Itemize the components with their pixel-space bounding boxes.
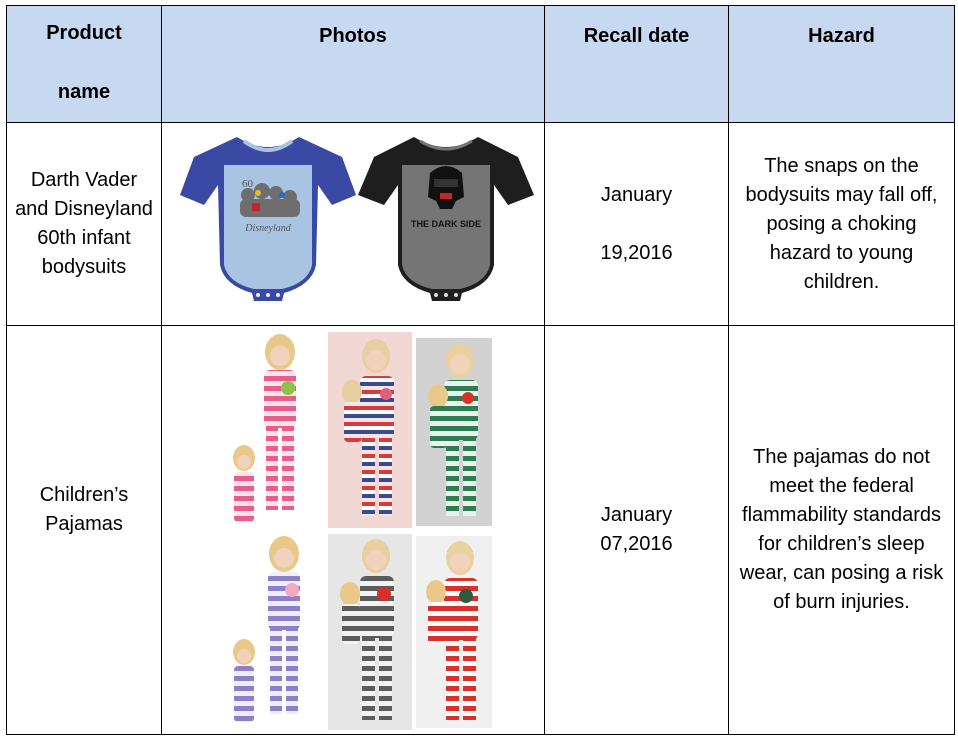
- pajama-photo-purple: [218, 534, 322, 730]
- recall-date-line-2: 19,2016: [600, 241, 673, 264]
- hazard-text: The pajamas do not meet the federal flammability standards for children’s sleep wear, can posing a risk of burn injuries.: [739, 446, 944, 613]
- pajama-photo-red: [416, 536, 492, 728]
- darth-vader-bodysuit-image: [358, 137, 534, 301]
- photos-wrap: [162, 123, 544, 325]
- photos-wrap: [162, 326, 544, 734]
- product-name-text: Children’s Pajamas: [39, 484, 129, 535]
- header-recall-date-text: Recall date: [583, 25, 690, 47]
- header-product-name: [7, 6, 162, 123]
- header-product-name-text: Product name: [46, 22, 122, 103]
- bodysuit-photos: [162, 123, 544, 325]
- recall-date-cell: [545, 326, 729, 735]
- recall-date-line-2: 07,2016: [600, 533, 673, 555]
- pajama-photo-grey: [328, 534, 412, 730]
- disneyland-bodysuit-image: [180, 137, 356, 301]
- product-name-text: Darth Vader and Disneyland 60th infant bodysuits: [15, 169, 153, 278]
- product-name-cell: [7, 123, 162, 326]
- disneyland-print-text: Disneyland: [245, 223, 291, 234]
- pajama-photos: [162, 326, 544, 734]
- header-photos-text: Photos: [319, 25, 387, 47]
- hazard-cell: [729, 326, 955, 735]
- header-row: [7, 6, 955, 123]
- svg-text:60: 60: [242, 178, 253, 190]
- hazard-cell: [729, 123, 955, 326]
- pajama-photo-green: [416, 338, 492, 526]
- product-name-cell: [7, 326, 162, 735]
- recall-date-line-1: January: [600, 504, 673, 526]
- dark-side-print-text: THE DARK SIDE: [410, 219, 482, 229]
- table-row: [7, 123, 955, 326]
- photos-cell: [162, 123, 545, 326]
- header-recall-date: [545, 6, 729, 123]
- pajama-photo-pink: [218, 332, 322, 528]
- recall-date-line-1: January: [600, 183, 673, 206]
- pajama-photo-multicolor: [328, 332, 412, 528]
- table-row: [7, 326, 955, 735]
- recall-table: [6, 5, 955, 735]
- photos-cell: [162, 326, 545, 735]
- hazard-text: The snaps on the bodysuits may fall off, posing a choking hazard to young children.: [745, 154, 938, 293]
- recall-date-cell: [545, 123, 729, 326]
- header-photos: [162, 6, 545, 123]
- header-hazard-text: Hazard: [808, 25, 875, 47]
- header-hazard: [729, 6, 955, 123]
